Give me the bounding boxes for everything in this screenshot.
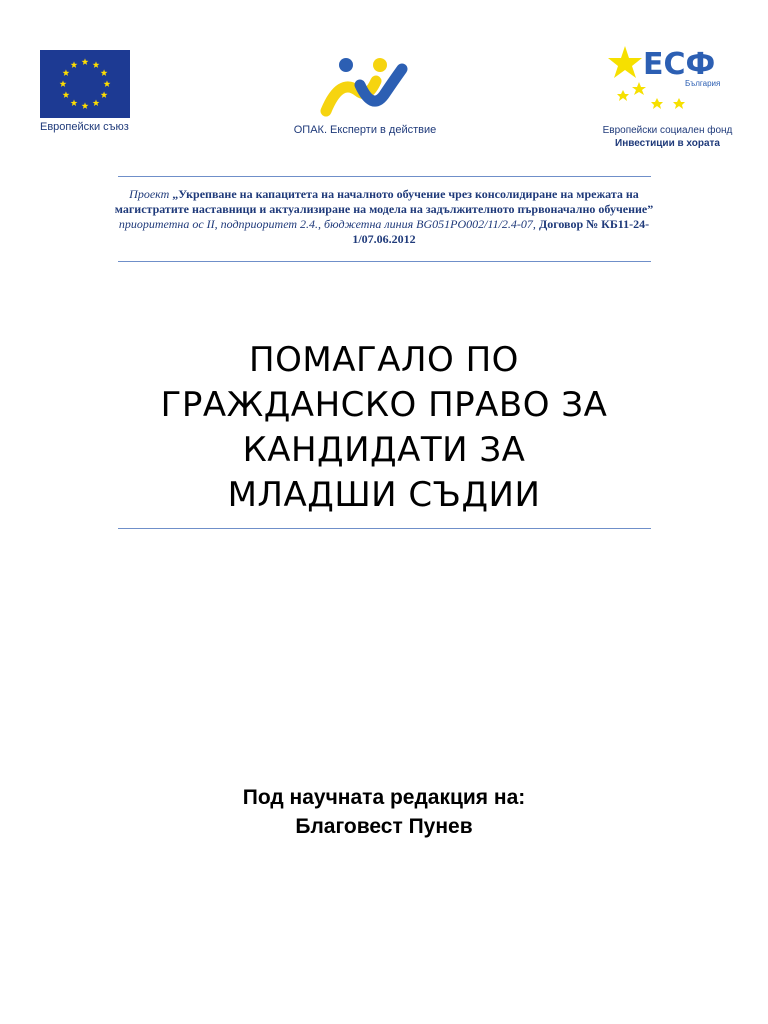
esf-logo-icon [605,40,730,120]
title-rule [118,528,651,529]
opak-logo-icon [320,55,410,117]
editor-info [84,783,684,841]
opak-caption: ОПАК. Експерти в действие [293,124,437,136]
eu-logo [40,50,140,133]
header-rule-bottom [118,261,651,262]
header-rule-top [118,176,651,177]
eu-flag-icon [40,50,130,118]
title-line4: МЛАДШИ СЪДИИ [227,475,541,515]
project-prefix: Проект [129,187,173,201]
project-line4 [30,232,738,247]
opak-logo [290,55,440,136]
page-title [84,338,684,518]
esf-caption-line2: Инвестиции в хората [615,138,720,149]
project-line3 [30,217,738,232]
project-line1 [30,187,738,202]
editor-name: Благовест Пунев [295,815,473,838]
project-line2 [30,202,738,217]
esf-mark: ЕСФ [643,47,716,82]
project-contract-part1: Договор № КБ11-24- [538,217,650,231]
title-line1: ПОМАГАЛО ПО [249,340,519,380]
project-title-part1: „Укрепване на капацитета на началното обучение чрез консолидиране на мрежата на [172,187,639,201]
eu-caption: Европейски съюз [40,121,129,133]
esf-country: България [685,79,721,88]
title-line2: ГРАЖДАНСКО ПРАВО ЗА [160,385,608,425]
project-title-part2: магистратите наставници и актуализиране на модела на задължителното първоначално обучение” [114,202,654,216]
esf-logo [600,40,735,149]
project-contract-part2: 1/07.06.2012 [352,232,416,246]
esf-caption-line1: Европейски социален фонд [602,125,733,136]
title-line3: КАНДИДАТИ ЗА [242,430,526,470]
project-info [30,187,738,247]
editor-label: Под научната редакция на: [242,786,526,809]
project-details: приоритетна ос II, подприоритет 2.4., бюджетна линия BG051PO002/11/2.4-07, [118,217,539,231]
